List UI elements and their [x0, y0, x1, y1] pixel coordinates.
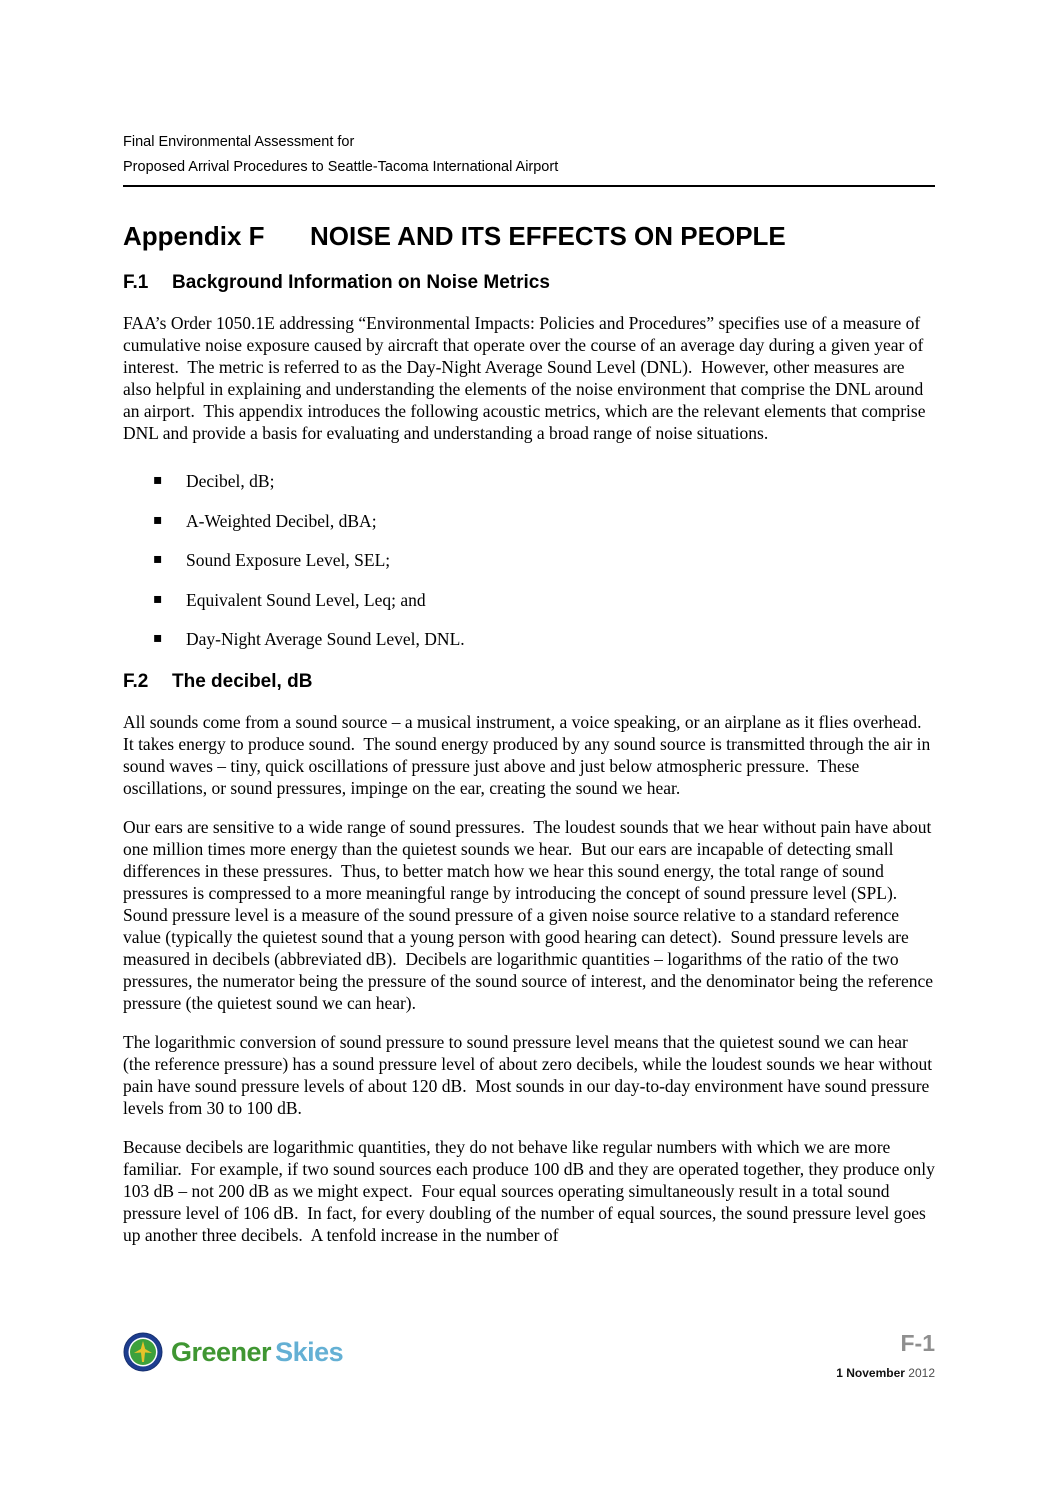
list-item-a-weighted: ▪ A-Weighted Decibel, dBA; [123, 510, 935, 532]
footer-date-year: 2012 [908, 1366, 935, 1380]
section-f2-number: F.2 [123, 671, 149, 692]
paragraph-f1-1: FAA’s Order 1050.1E addressing “Environmental Impacts: Policies and Procedures” specifies use of a measure of cumulative noise exposure caused by aircraft that operate over the course of an average day during a given year of interest. The metric is referred to as the Day-Night Average Sound Level (DNL). However, other measures are also helpful in explaining and understanding the elements of the noise environment that comprise the DNL around an airport. This appendix introduces the following acoustic metrics, which are the relevant elements that comprise DNL and provide a basis for evaluating and understanding a broad range of noise situations. [123, 313, 930, 443]
paragraph-f2-3: The logarithmic conversion of sound pressure to sound pressure level means that the quietest sound we can hear (the reference pressure) has a sound pressure level of about zero decibels, while the loudest sounds we hear without pain have sound pressure levels of about 120 dB. Most sounds in our day-to-day environment have sound pressure levels from 30 to 100 dB. [123, 1032, 937, 1118]
page-header [123, 0, 935, 180]
page-number: F-1 [900, 1330, 935, 1356]
footer-date [836, 1366, 935, 1380]
footer-date-day-month: 1 November [836, 1366, 905, 1380]
header-line-2: Proposed Arrival Procedures to Seattle-Tacoma International Airport [123, 159, 559, 175]
globe-badge-icon [123, 1332, 163, 1372]
appendix-label: Appendix F [123, 221, 265, 251]
greener-skies-logo [123, 1332, 343, 1372]
appendix-heading-text: NOISE AND ITS EFFECTS ON PEOPLE [310, 221, 786, 251]
section-f1-title: Background Information on Noise Metrics [172, 272, 550, 293]
section-f2-heading [123, 670, 935, 694]
section-f1-heading [123, 271, 935, 295]
header-rule [123, 185, 935, 187]
metrics-list [123, 470, 935, 650]
paragraph-f2-4: Because decibels are logarithmic quantities, they do not behave like regular numbers with which we are more familiar. For example, if two sound sources each produce 100 dB and they are operated together, they produce only 103 dB – not 200 dB as we might expect. Four equal sources operating simultaneously result in a total sound pressure level of 106 dB. In fact, for every doubling of the number of equal sources, the sound pressure level goes up another three decibels. A tenfold increase in the number of [123, 1137, 940, 1245]
section-f2-title: The decibel, dB [172, 671, 313, 692]
section-f1-number: F.1 [123, 272, 149, 293]
logo-wordmark [171, 1337, 343, 1368]
header-line-1: Final Environmental Assessment for [123, 134, 355, 150]
paragraph-f2-2: Our ears are sensitive to a wide range of sound pressures. The loudest sounds that we hear without pain have about one million times more energy than the quietest sounds we hear. But our ears are incapable of detecting small differences in these pressures. Thus, to better match how we hear this sound energy, the total range of sound pressures is compressed to a more meaningful range by introducing the concept of sound pressure level (SPL). Sound pressure level is a measure of the sound pressure of a given noise source relative to a standard reference value (typically the quietest sound that a young person with good hearing can detect). Sound pressure levels are measured in decibels (abbreviated dB). Decibels are logarithmic quantities – logarithms of the ratio of the two pressures, the numerator being the pressure of the sound source of interest, and the denominator being the reference pressure (the quietest sound we can hear). [123, 817, 938, 1013]
list-item-sel: ▪ Sound Exposure Level, SEL; [123, 549, 935, 571]
list-item-decibel: ▪ Decibel, dB; [123, 470, 935, 492]
list-item-leq: ▪ Equivalent Sound Level, Leq; and [123, 589, 935, 611]
appendix-title [123, 221, 935, 251]
page-footer [123, 1328, 935, 1398]
paragraph-f2-1: All sounds come from a sound source – a musical instrument, a voice speaking, or an airplane as it flies overhead. It takes energy to produce sound. The sound energy produced by any sound source is transmitted through the air in sound waves – tiny, quick oscillations of pressure just above and just below atmospheric pressure. These oscillations, or sound pressures, impinge on the ear, creating the sound we hear. [123, 712, 935, 798]
logo-word-greener: Greener [171, 1336, 272, 1367]
list-item-dnl: ▪ Day-Night Average Sound Level, DNL. [123, 628, 935, 650]
logo-word-skies: Skies [275, 1336, 344, 1367]
